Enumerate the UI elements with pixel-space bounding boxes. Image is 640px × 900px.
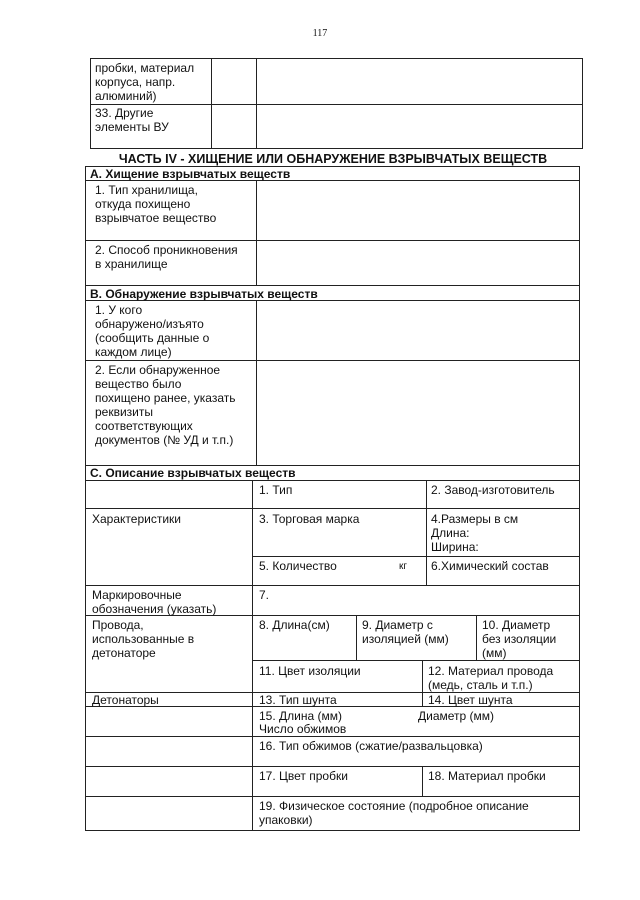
detonators-label: Детонаторы (92, 693, 159, 707)
c-field-9: 9. Диаметр с изоляцией (мм) (362, 618, 449, 646)
c-field-19: 19. Физическое состояние (подробное описание упаковки) (259, 799, 529, 827)
c-field-17: 17. Цвет пробки (259, 769, 348, 783)
c-field-11: 11. Цвет изоляции (259, 664, 361, 678)
c-field-15-crimps: Число обжимов (259, 722, 347, 736)
c-field-5-unit: кг (399, 561, 408, 572)
c-field-15-diameter: Диаметр (мм) (418, 709, 495, 723)
c-field-12: 12. Материал провода (медь, сталь и т.п.) (428, 664, 554, 692)
characteristics-label: Характеристики (92, 512, 181, 526)
c-field-7: 7. (259, 588, 270, 602)
c-field-4: 4.Размеры в см Длина: Ширина: (431, 512, 519, 554)
c-field-14: 14. Цвет шунта (428, 693, 513, 707)
c-field-15: 15. Длина (мм) (259, 709, 342, 723)
row-32-label: пробки, материал корпуса, напр. алюминий) (95, 61, 195, 103)
section-a-header: А. Хищение взрывчатых веществ (90, 167, 291, 181)
c-field-10: 10. Диаметр без изоляции (мм) (482, 618, 557, 660)
page-number: 117 (312, 28, 328, 39)
c-field-16: 16. Тип обжимов (сжатие/развальцовка) (259, 739, 483, 753)
b1-label: 1. У кого обнаружено/изъято (сообщить данные о каждом лице) (95, 303, 210, 359)
c-field-2: 2. Завод-изготовитель (431, 483, 555, 497)
a2-label: 2. Способ проникновения в хранилище (95, 243, 238, 271)
c-field-18: 18. Материал пробки (428, 769, 546, 783)
c-field-1: 1. Тип (259, 483, 293, 497)
c-field-6: 6.Химический состав (431, 559, 549, 573)
row-33-label: 33. Другие элементы ВУ (95, 106, 169, 134)
c-field-8: 8. Длина(см) (259, 618, 330, 632)
section-c-header: С. Описание взрывчатых веществ (90, 466, 296, 480)
c-field-13: 13. Тип шунта (259, 693, 337, 707)
c-field-3: 3. Торговая марка (259, 512, 360, 526)
c-field-5: 5. Количество (259, 559, 337, 573)
wires-label: Провода, использованные в детонаторе (92, 618, 195, 660)
markings-label: Маркировочные обозначения (указать) (92, 588, 217, 616)
part4-title: ЧАСТЬ IV - ХИЩЕНИЕ ИЛИ ОБНАРУЖЕНИЕ ВЗРЫВЧАТЫХ ВЕЩЕСТВ (118, 152, 548, 166)
a1-label: 1. Тип хранилища, откуда похищено взрывчатое вещество (95, 183, 217, 225)
section-b-header: В. Обнаружение взрывчатых веществ (90, 287, 318, 301)
b2-label: 2. Если обнаруженное вещество было похищено ранее, указать реквизиты соответствующих документов (№ УД и т.п.) (95, 363, 236, 447)
